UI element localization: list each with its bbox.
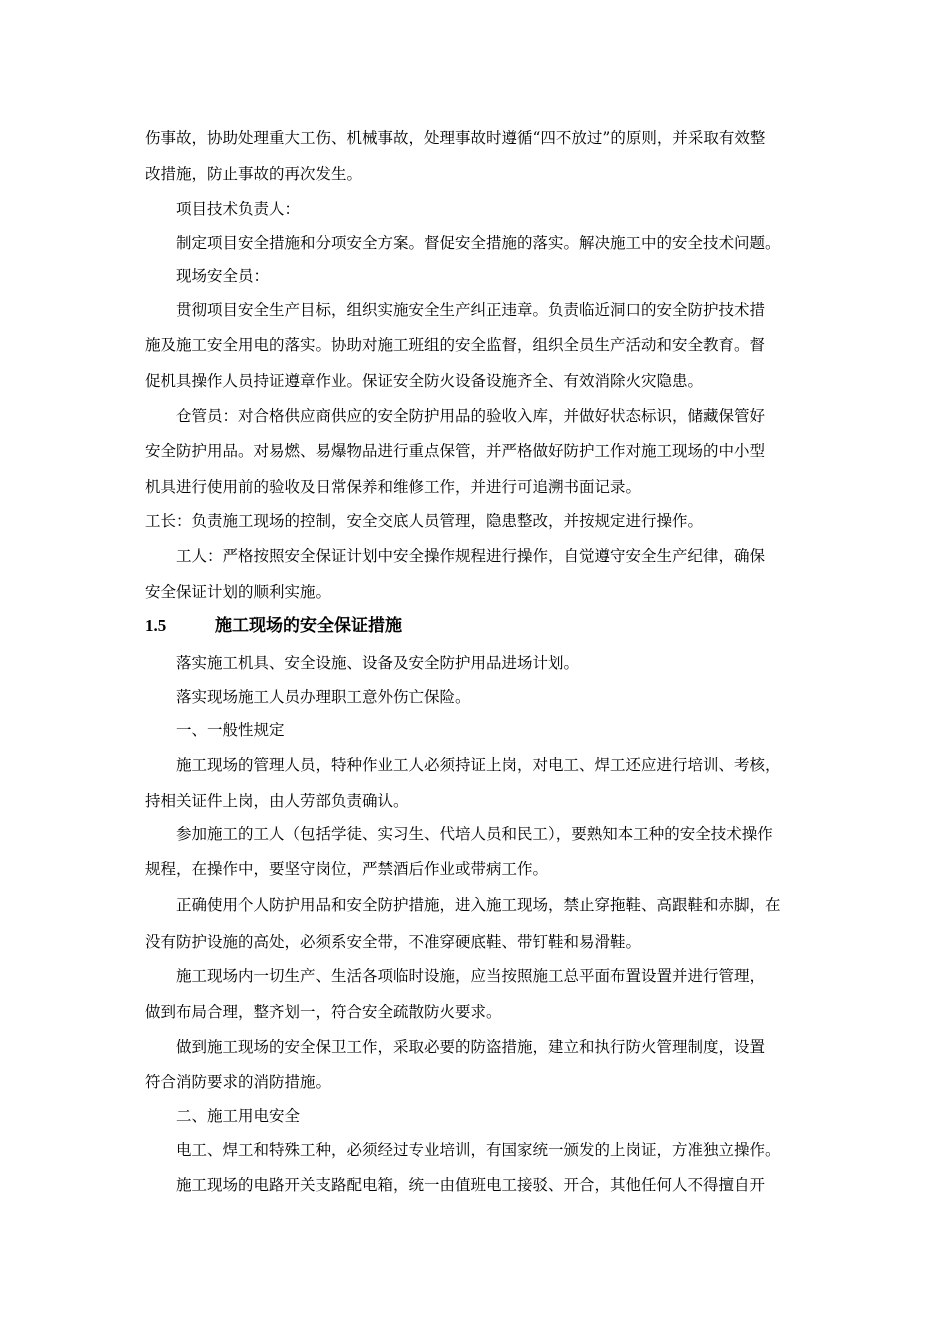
section-number: 1.5	[145, 616, 167, 635]
body-text-line: 机具进行使用前的验收及日常保养和维修工作，并进行可追溯书面记录。	[145, 478, 642, 496]
body-text-line: 促机具操作人员持证遵章作业。保证安全防火设备设施齐全、有效消除火灾隐患。	[145, 372, 704, 390]
body-text-line: 规程，在操作中，要坚守岗位，严禁酒后作业或带病工作。	[145, 860, 549, 878]
body-text-line: 落实施工机具、安全设施、设备及安全防护用品进场计划。	[176, 654, 580, 672]
body-text-line: 落实现场施工人员办理职工意外伤亡保险。	[176, 688, 471, 706]
body-text-line: 没有防护设施的高处，必须系安全带，不准穿硬底鞋、带钉鞋和易滑鞋。	[145, 933, 642, 951]
body-text-line: 改措施，防止事故的再次发生。	[145, 165, 363, 183]
subsection-heading: 二、施工用电安全	[176, 1107, 301, 1125]
body-text-line: 仓管员：对合格供应商供应的安全防护用品的验收入库，并做好状态标识，储藏保管好	[176, 407, 766, 425]
body-text-line: 贯彻项目安全生产目标，组织实施安全生产纠正违章。负责临近洞口的安全防护技术措	[176, 301, 766, 319]
body-text-line: 做到布局合理，整齐划一，符合安全疏散防火要求。	[145, 1003, 502, 1021]
body-text-line: 安全防护用品。对易燃、易爆物品进行重点保管，并严格做好防护工作对施工现场的中小型	[145, 442, 766, 460]
body-text-line: 制定项目安全措施和分项安全方案。督促安全措施的落实。解决施工中的安全技术问题。	[176, 234, 781, 252]
body-text-line: 持相关证件上岗，由人劳部负责确认。	[145, 792, 409, 810]
body-text-line: 伤事故，协助处理重大工伤、机械事故，处理事故时遵循“四不放过”的原则，并采取有效整	[145, 129, 766, 147]
body-text-line: 做到施工现场的安全保卫工作，采取必要的防盗措施，建立和执行防火管理制度，设置	[176, 1038, 766, 1056]
body-text-line: 施工现场内一切生产、生活各项临时设施，应当按照施工总平面布置设置并进行管理，	[176, 967, 766, 985]
body-text-line: 参加施工的工人（包括学徒、实习生、代培人员和民工），要熟知本工种的安全技术操作	[176, 825, 773, 843]
body-text-line: 正确使用个人防护用品和安全防护措施，进入施工现场，禁止穿拖鞋、高跟鞋和赤脚，在	[176, 896, 781, 914]
body-text-line: 工长：负责施工现场的控制，安全交底人员管理，隐患整改，并按规定进行操作。	[145, 512, 704, 530]
body-text-line: 施工现场的管理人员，特种作业工人必须持证上岗，对电工、焊工还应进行培训、考核，	[176, 756, 781, 774]
body-text-line: 符合消防要求的消防措施。	[145, 1073, 332, 1091]
role-heading-tech-lead: 项目技术负责人：	[176, 200, 301, 218]
body-text-line: 工人：严格按照安全保证计划中安全操作规程进行操作，自觉遵守安全生产纪律，确保	[176, 547, 766, 565]
body-text-line: 电工、焊工和特殊工种，必须经过专业培训，有国家统一颁发的上岗证，方准独立操作。	[176, 1141, 781, 1159]
body-text-line: 安全保证计划的顺利实施。	[145, 583, 332, 601]
section-heading	[145, 614, 402, 638]
section-title: 施工现场的安全保证措施	[215, 616, 402, 635]
role-heading-safety-officer: 现场安全员：	[176, 267, 270, 285]
body-text-line: 施及施工安全用电的落实。协助对施工班组的安全监督，组织全员生产活动和安全教育。督	[145, 336, 766, 354]
subsection-heading: 一、一般性规定	[176, 721, 285, 739]
body-text-line: 施工现场的电路开关支路配电箱，统一由值班电工接驳、开合，其他任何人不得擅自开	[176, 1176, 766, 1194]
